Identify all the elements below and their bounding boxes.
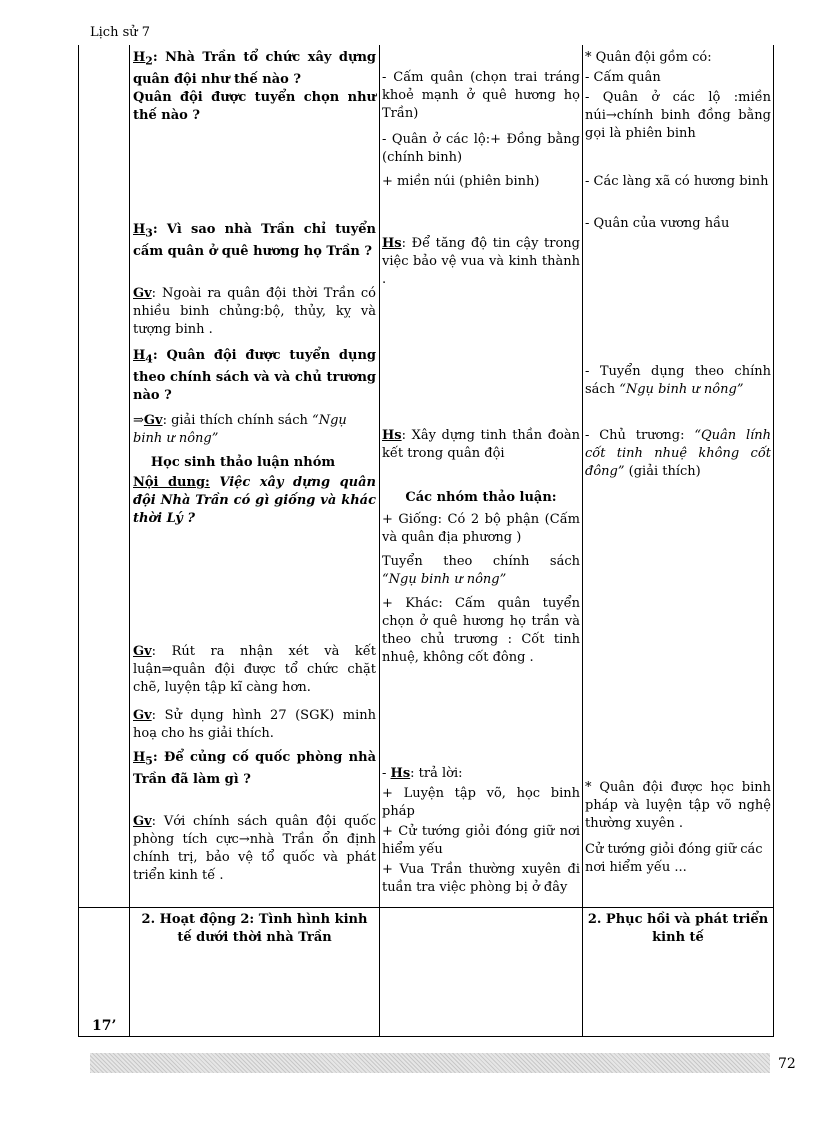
student-reply-2: Hs: Xây dựng tinh thần đoàn kết trong quân đội <box>382 428 580 461</box>
teacher-note-5: Gv: Với chính sách quân đội quốc phòng tích cực→nhà Trần ổn định chính trị, bảo vệ tổ quốc và phát triển kinh tế . <box>133 814 377 883</box>
student-answer-2: - Quân ở các lộ:+ Đồng bằng (chính binh) <box>382 132 580 165</box>
student-point-1: + Luyện tập võ, học binh pháp <box>382 786 580 819</box>
page-number: 72 <box>778 1056 796 1072</box>
question-h5: $H_5$: Để củng cố quốc phòng nhà Trần đã làm gì ? <box>133 750 377 787</box>
question-h4: $H_4$: Quân đội được tuyển dụng theo chính sách và và chủ trương nào ? <box>133 348 376 403</box>
group-discussion-title: Học sinh thảo luận nhóm <box>150 455 336 470</box>
table-divider-2 <box>379 45 380 1037</box>
content-2: - Cấm quân <box>585 70 661 85</box>
group-policy: Tuyển theo chính sách “Ngụ binh ư nông” <box>382 554 580 587</box>
content-3: - Quân ở các lộ :miền núi→chính binh đồng bằng gọi là phiên binh <box>585 90 771 141</box>
question-h2: $H_2$: Nhà Trần tổ chức xây dựng quân đội như thế nào ? Quân đội được tuyển chọn như thế nào ? <box>133 50 377 123</box>
table-divider-1 <box>129 45 130 1037</box>
group-similarity: + Giống: Có 2 bộ phận (Cấm và quân địa phương ) <box>382 512 580 545</box>
table-divider-3 <box>582 45 583 1037</box>
activity2-title: 2. Hoạt động 2: Tình hình kinh tế dưới thời nhà Trần <box>141 912 368 945</box>
content-7: - Chủ trương: “Quân lính cốt tinh nhuệ không cốt đông” (giải thích) <box>585 428 772 479</box>
activity2-content: 2. Phục hồi và phát triển kinh tế <box>587 912 769 945</box>
group-difference: + Khác: Cấm quân tuyển chọn ở quê hương họ trần và theo chủ trương : Cốt tinh nhuệ, không cốt đông . <box>382 596 580 665</box>
student-point-2: + Cử tướng giỏi đóng giữ nơi hiểm yếu <box>382 824 580 857</box>
lesson-table <box>78 45 774 1037</box>
footer-bar <box>90 1053 770 1073</box>
row-divider <box>78 907 774 908</box>
student-answer-1: - Cấm quân (chọn trai tráng khoẻ mạnh ở quê hương họ Trần) <box>382 70 580 121</box>
time-cell: 17’ <box>92 1018 117 1034</box>
content-6: - Tuyển dụng theo chính sách “Ngụ binh ư nông” <box>585 364 771 397</box>
content-5: - Quân của vương hầu <box>585 216 730 231</box>
student-answer-3: + miền núi (phiên binh) <box>382 174 540 189</box>
student-reply-1: Hs: Để tăng độ tin cậy trong việc bảo vệ vua và kinh thành . <box>382 236 580 287</box>
teacher-note-2: ⇒Gv: giải thích chính sách “Ngụ binh ư nông” <box>133 413 347 446</box>
table-border-bottom <box>78 1036 774 1037</box>
question-h3: $H_3$: Vì sao nhà Trần chỉ tuyển cấm quân ở quê hương họ Trần ? <box>133 222 376 259</box>
table-border-left <box>78 45 79 1037</box>
groups-title: Các nhóm thảo luận: <box>405 490 557 505</box>
student-reply-3: - Hs: trả lời: <box>382 766 463 781</box>
teacher-note-3: Gv: Rút ra nhận xét và kết luận⇒quân đội được tổ chức chặt chẽ, luyện tập kĩ càng hơn. <box>133 644 376 695</box>
discussion-content: Nội dung: Việc xây dựng quân đội Nhà Trần có gì giống và khác thời Lý ? <box>133 475 376 526</box>
table-border-right <box>773 45 774 1037</box>
content-4: - Các làng xã có hương binh <box>585 174 769 189</box>
student-point-3: + Vua Trần thường xuyên đi tuần tra việc phòng bị ở đây <box>382 862 580 895</box>
content-1: * Quân đội gồm có: <box>585 50 712 65</box>
teacher-note-4: Gv: Sử dụng hình 27 (SGK) minh hoạ cho hs giải thích. <box>133 708 376 741</box>
header-subject: Lịch sử 7 <box>90 25 151 40</box>
content-9: Cử tướng giỏi đóng giữ các nơi hiểm yếu ... <box>585 842 763 875</box>
teacher-note-1: Gv: Ngoài ra quân đội thời Trần có nhiều binh chủng:bộ, thủy, kỵ và tượng binh . <box>133 286 376 337</box>
content-8: * Quân đội được học binh pháp và luyện tập võ nghệ thường xuyên . <box>585 780 771 831</box>
